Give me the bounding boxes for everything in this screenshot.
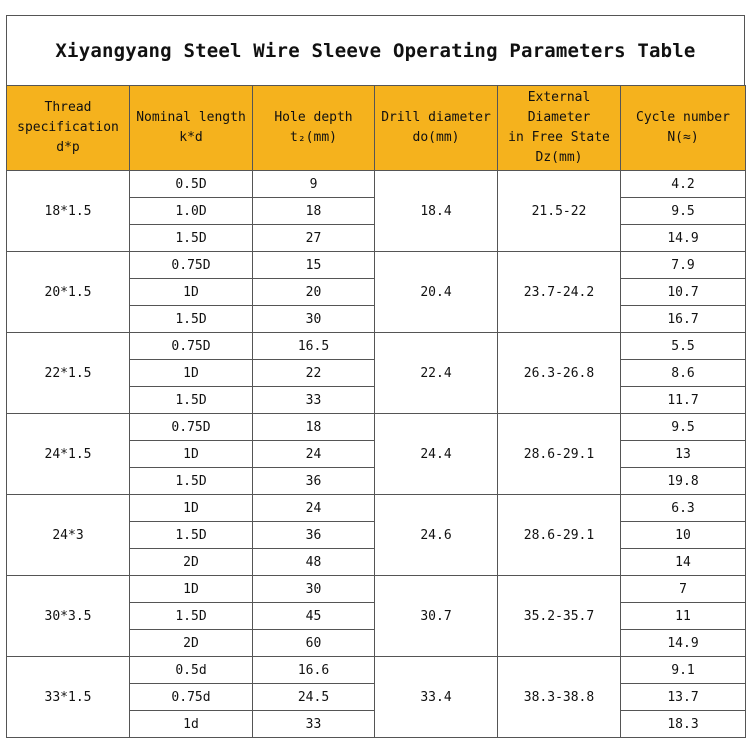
table-body: [7, 171, 746, 738]
header-cycle-number: Cycle number N(≈): [621, 86, 746, 171]
table-row: [7, 252, 746, 279]
cycle-number-cell: 7: [621, 576, 746, 603]
table-row: [7, 171, 746, 198]
hole-depth-cell: 48: [253, 549, 375, 576]
thread-spec-cell: 24*1.5: [7, 414, 130, 495]
nominal-length-cell: 1D: [130, 279, 253, 306]
drill-diameter-cell: 20.4: [375, 252, 498, 333]
nominal-length-cell: 1.5D: [130, 603, 253, 630]
cycle-number-cell: 14: [621, 549, 746, 576]
header-drill-diameter: Drill diameter do(mm): [375, 86, 498, 171]
thread-spec-cell: 22*1.5: [7, 333, 130, 414]
hole-depth-cell: 24: [253, 495, 375, 522]
hole-depth-cell: 33: [253, 711, 375, 738]
cycle-number-cell: 9.1: [621, 657, 746, 684]
drill-diameter-cell: 18.4: [375, 171, 498, 252]
nominal-length-cell: 1D: [130, 576, 253, 603]
hole-depth-cell: 18: [253, 198, 375, 225]
hole-depth-cell: 30: [253, 306, 375, 333]
cycle-number-cell: 13.7: [621, 684, 746, 711]
nominal-length-cell: 1.5D: [130, 468, 253, 495]
nominal-length-cell: 1.5D: [130, 306, 253, 333]
cycle-number-cell: 9.5: [621, 198, 746, 225]
table-row: [7, 333, 746, 360]
external-diameter-cell: 21.5-22: [498, 171, 621, 252]
parameters-sheet: [6, 15, 745, 738]
header-external-diameter: External Diameter in Free State Dz(mm): [498, 86, 621, 171]
cycle-number-cell: 16.7: [621, 306, 746, 333]
cycle-number-cell: 4.2: [621, 171, 746, 198]
cycle-number-cell: 18.3: [621, 711, 746, 738]
drill-diameter-cell: 33.4: [375, 657, 498, 738]
cycle-number-cell: 10: [621, 522, 746, 549]
drill-diameter-cell: 24.6: [375, 495, 498, 576]
hole-depth-cell: 22: [253, 360, 375, 387]
cycle-number-cell: 13: [621, 441, 746, 468]
cycle-number-cell: 10.7: [621, 279, 746, 306]
hole-depth-cell: 27: [253, 225, 375, 252]
nominal-length-cell: 0.75D: [130, 414, 253, 441]
hole-depth-cell: 15: [253, 252, 375, 279]
hole-depth-cell: 18: [253, 414, 375, 441]
external-diameter-cell: 23.7-24.2: [498, 252, 621, 333]
cycle-number-cell: 11.7: [621, 387, 746, 414]
thread-spec-cell: 30*3.5: [7, 576, 130, 657]
cycle-number-cell: 6.3: [621, 495, 746, 522]
nominal-length-cell: 1d: [130, 711, 253, 738]
thread-spec-cell: 24*3: [7, 495, 130, 576]
hole-depth-cell: 24: [253, 441, 375, 468]
hole-depth-cell: 36: [253, 522, 375, 549]
nominal-length-cell: 0.75D: [130, 252, 253, 279]
table-row: [7, 657, 746, 684]
hole-depth-cell: 16.6: [253, 657, 375, 684]
external-diameter-cell: 28.6-29.1: [498, 414, 621, 495]
nominal-length-cell: 1.5D: [130, 225, 253, 252]
table-row: [7, 495, 746, 522]
hole-depth-cell: 16.5: [253, 333, 375, 360]
hole-depth-cell: 20: [253, 279, 375, 306]
cycle-number-cell: 11: [621, 603, 746, 630]
hole-depth-cell: 36: [253, 468, 375, 495]
nominal-length-cell: 0.5d: [130, 657, 253, 684]
header-thread-specification: Thread specification d*p: [7, 86, 130, 171]
cycle-number-cell: 9.5: [621, 414, 746, 441]
external-diameter-cell: 26.3-26.8: [498, 333, 621, 414]
hole-depth-cell: 33: [253, 387, 375, 414]
nominal-length-cell: 2D: [130, 630, 253, 657]
parameters-table: [6, 85, 746, 738]
nominal-length-cell: 1.5D: [130, 522, 253, 549]
cycle-number-cell: 14.9: [621, 630, 746, 657]
drill-diameter-cell: 24.4: [375, 414, 498, 495]
hole-depth-cell: 60: [253, 630, 375, 657]
header-nominal-length: Nominal length k*d: [130, 86, 253, 171]
cycle-number-cell: 7.9: [621, 252, 746, 279]
hole-depth-cell: 30: [253, 576, 375, 603]
nominal-length-cell: 0.75D: [130, 333, 253, 360]
table-title: Xiyangyang Steel Wire Sleeve Operating Parameters Table: [6, 15, 745, 85]
thread-spec-cell: 18*1.5: [7, 171, 130, 252]
nominal-length-cell: 1D: [130, 495, 253, 522]
header-row: [7, 86, 746, 171]
nominal-length-cell: 0.5D: [130, 171, 253, 198]
nominal-length-cell: 0.75d: [130, 684, 253, 711]
nominal-length-cell: 1.0D: [130, 198, 253, 225]
cycle-number-cell: 5.5: [621, 333, 746, 360]
table-row: [7, 576, 746, 603]
cycle-number-cell: 14.9: [621, 225, 746, 252]
cycle-number-cell: 19.8: [621, 468, 746, 495]
table-row: [7, 414, 746, 441]
header-hole-depth: Hole depth t₂(mm): [253, 86, 375, 171]
cycle-number-cell: 8.6: [621, 360, 746, 387]
hole-depth-cell: 24.5: [253, 684, 375, 711]
thread-spec-cell: 33*1.5: [7, 657, 130, 738]
external-diameter-cell: 28.6-29.1: [498, 495, 621, 576]
hole-depth-cell: 45: [253, 603, 375, 630]
nominal-length-cell: 1.5D: [130, 387, 253, 414]
nominal-length-cell: 1D: [130, 360, 253, 387]
external-diameter-cell: 38.3-38.8: [498, 657, 621, 738]
nominal-length-cell: 2D: [130, 549, 253, 576]
thread-spec-cell: 20*1.5: [7, 252, 130, 333]
drill-diameter-cell: 22.4: [375, 333, 498, 414]
hole-depth-cell: 9: [253, 171, 375, 198]
external-diameter-cell: 35.2-35.7: [498, 576, 621, 657]
nominal-length-cell: 1D: [130, 441, 253, 468]
drill-diameter-cell: 30.7: [375, 576, 498, 657]
